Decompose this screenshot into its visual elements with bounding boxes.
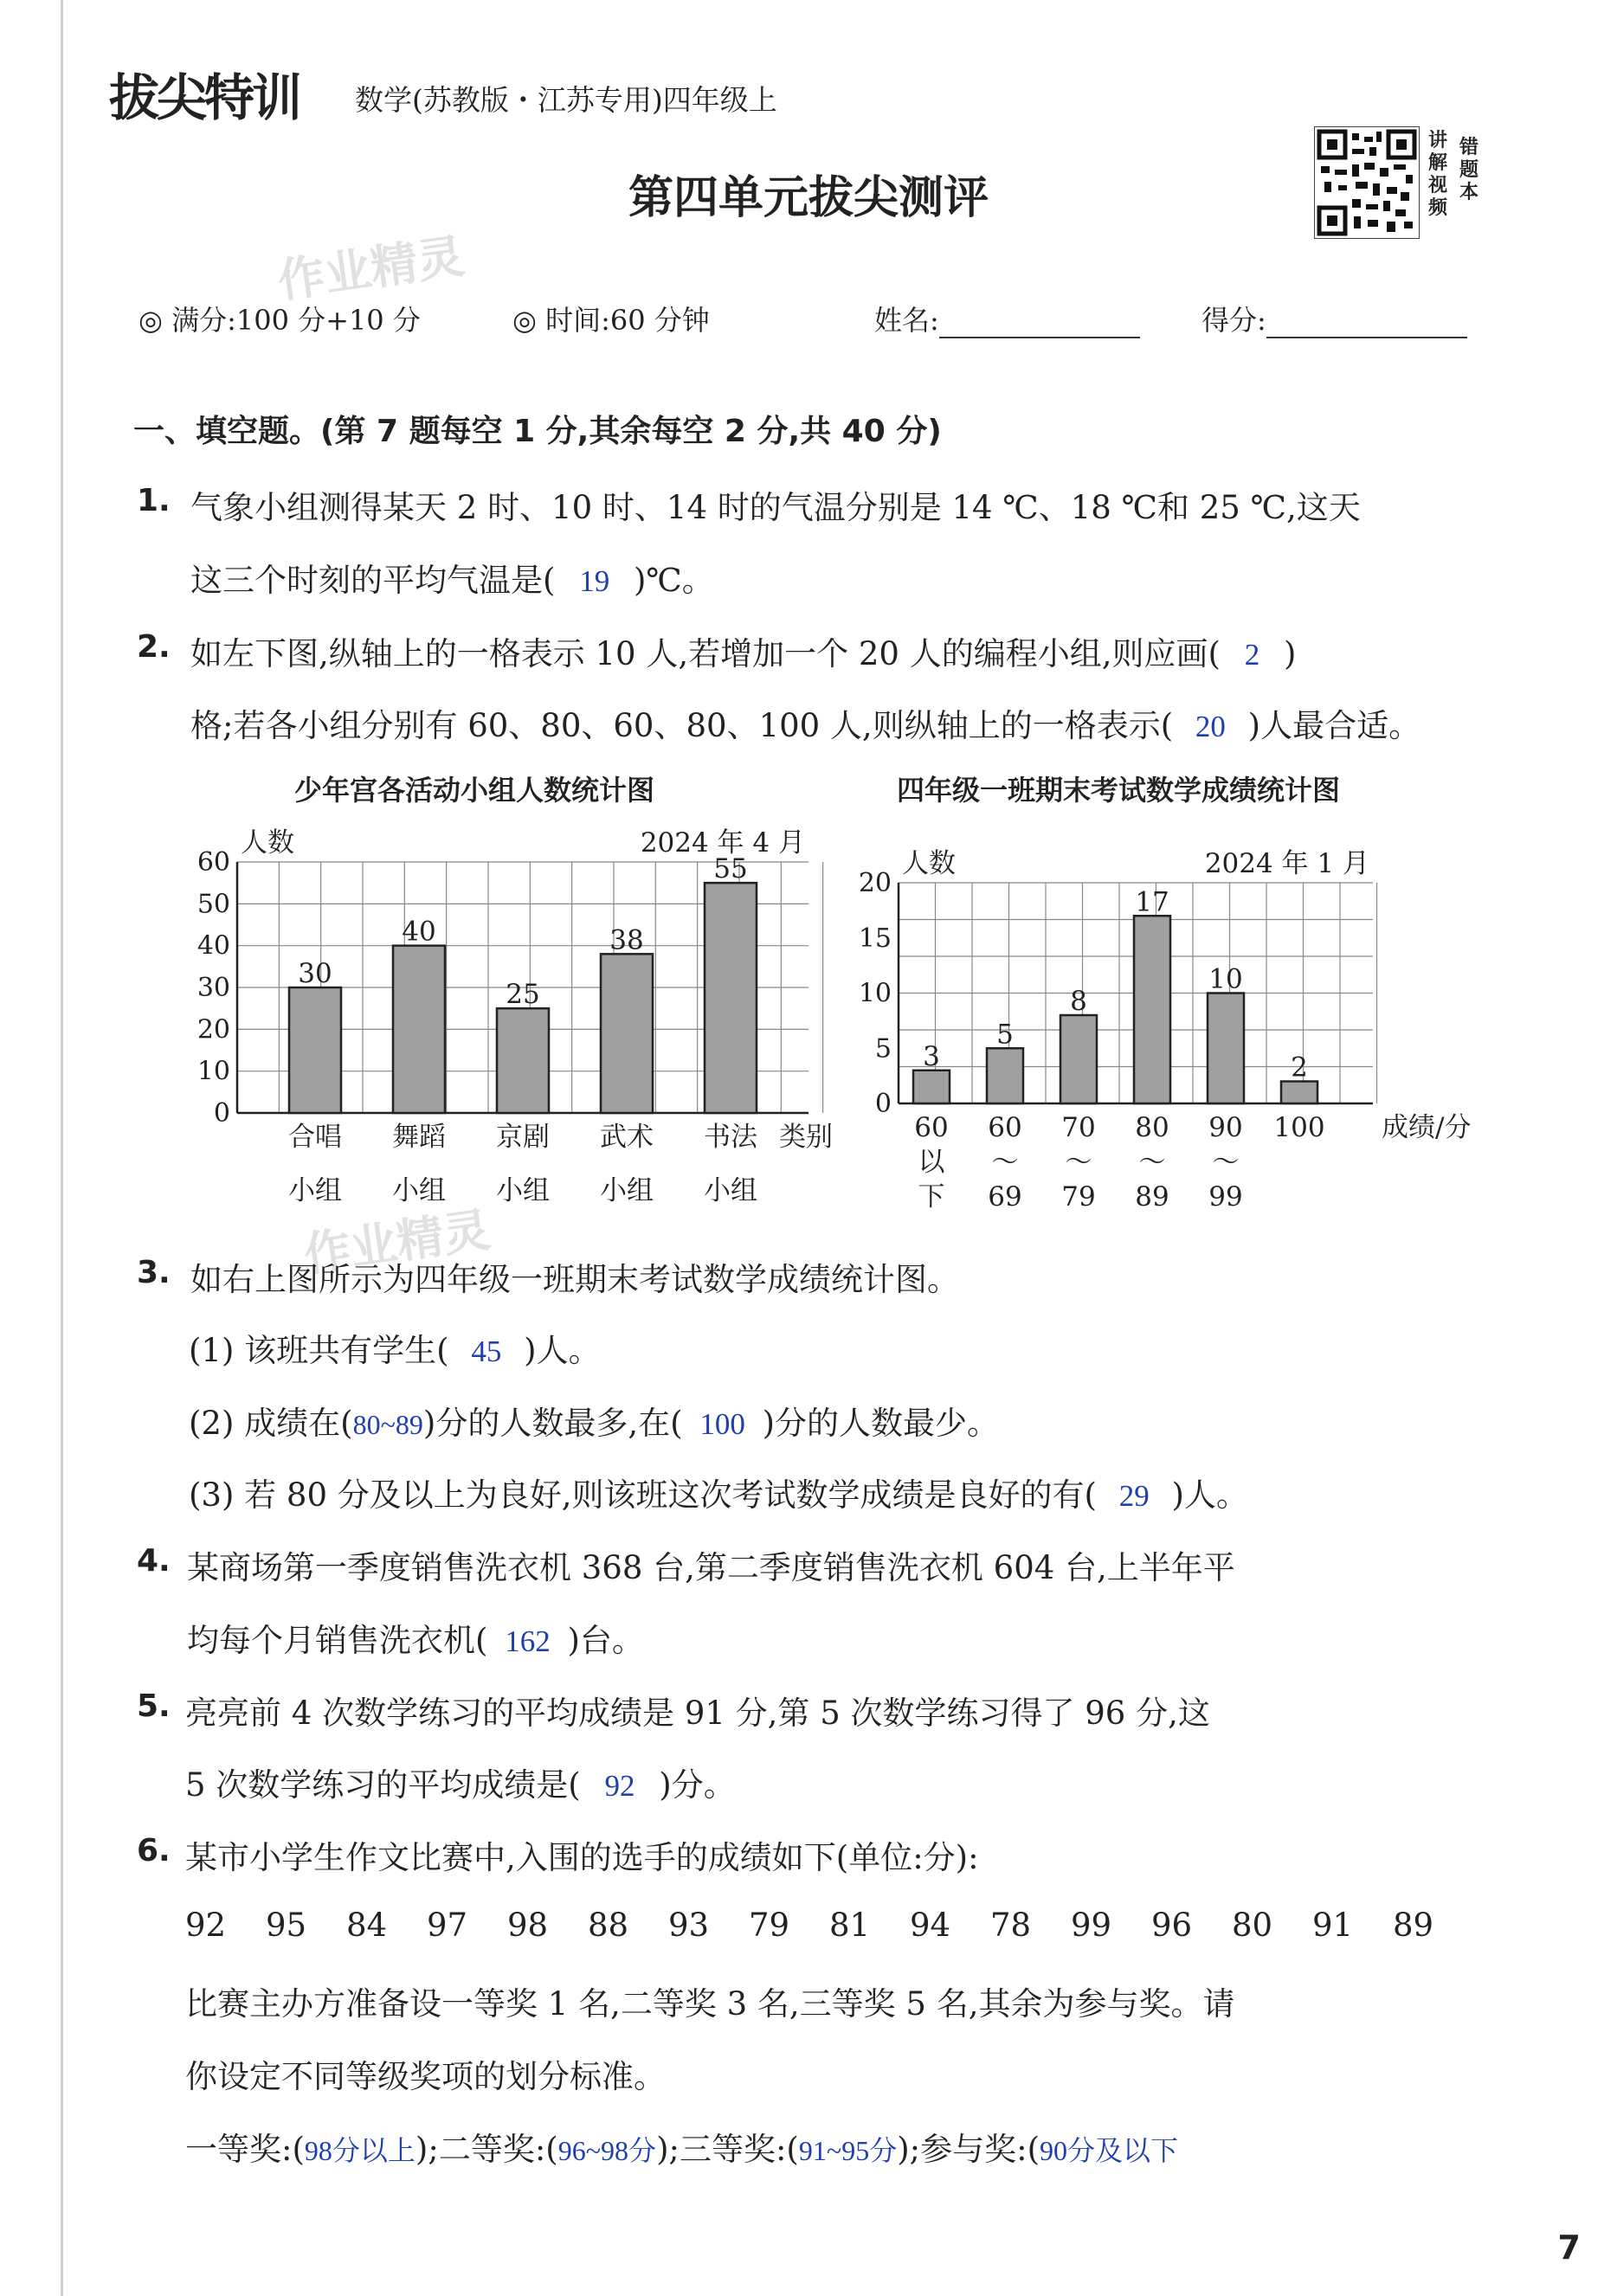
score-value: 89 — [1393, 1907, 1434, 1944]
q2-text: 如左下图,纵轴上的一格表示 10 人,若增加一个 20 人的编程小组,则应画( — [190, 635, 1221, 672]
q1-answer[interactable]: 19 — [579, 564, 610, 598]
q2-answer-2[interactable]: 20 — [1195, 710, 1226, 743]
page-title: 第四单元拔尖测评 — [628, 172, 989, 224]
x-tick-label: 小组 — [704, 1175, 757, 1206]
x-tick-label: ～ — [1138, 1147, 1166, 1178]
score-value: 96 — [1151, 1907, 1193, 1944]
question-number: 6. — [137, 1833, 171, 1868]
q2-line1 — [190, 627, 1296, 674]
y-axis-label: 人数 — [241, 827, 294, 859]
bar-value-label: 2 — [1291, 1052, 1308, 1084]
q3-answer-4[interactable]: 29 — [1118, 1479, 1150, 1513]
bar-value-label: 5 — [996, 1019, 1014, 1051]
q1-line1: 气象小组测得某天 2 时、10 时、14 时的气温分别是 14 ℃、18 ℃和 25 ℃,这天 — [190, 489, 1361, 526]
score-value: 94 — [910, 1907, 951, 1944]
x-tick-label: 60 — [914, 1112, 949, 1143]
x-tick-label: 小组 — [600, 1175, 654, 1206]
x-tick-label: 合唱 — [288, 1122, 342, 1153]
q4-text: 均每个月销售洗衣机( — [187, 1622, 488, 1659]
q6-answer-first[interactable]: 98分以上 — [304, 2135, 416, 2166]
q2-answer-1[interactable]: 2 — [1244, 638, 1260, 672]
q6-text: );三等奖:( — [656, 2131, 799, 2168]
watermark: 作业精灵 — [300, 1202, 493, 1283]
bar — [393, 946, 445, 1113]
score-value: 88 — [588, 1907, 629, 1944]
q6-scores — [185, 1907, 1473, 1944]
q3-answer-1[interactable]: 45 — [471, 1335, 502, 1368]
q2-line2 — [190, 699, 1421, 746]
q6-answer-second[interactable]: 96~98分 — [557, 2135, 657, 2166]
bar — [601, 954, 653, 1113]
x-tick-label: 书法 — [704, 1122, 757, 1153]
q1-line2 — [190, 554, 714, 601]
score-field[interactable] — [1201, 299, 1467, 338]
x-tick-label: 武术 — [600, 1122, 654, 1153]
score-value: 92 — [185, 1907, 227, 1944]
q5-line1: 亮亮前 4 次数学练习的平均成绩是 91 分,第 5 次数学练习得了 96 分,这 — [185, 1695, 1210, 1732]
q1-text: 这三个时刻的平均气温是( — [190, 562, 556, 599]
q3-text: (3) 若 80 分及以上为良好,则该班这次考试数学成绩是良好的有( — [189, 1476, 1097, 1514]
bar-value-label: 30 — [298, 958, 332, 989]
x-tick-label: 89 — [1135, 1181, 1169, 1212]
q4-line1: 某商场第一季度销售洗衣机 368 台,第二季度销售洗衣机 604 台,上半年平 — [187, 1549, 1235, 1586]
x-tick-label: 舞蹈 — [392, 1122, 446, 1153]
q5-answer[interactable]: 92 — [604, 1769, 635, 1803]
y-tick-label: 60 — [196, 847, 230, 878]
x-tick-label: 以 — [918, 1147, 945, 1178]
y-tick-label: 50 — [196, 889, 230, 920]
x-tick-label: 70 — [1061, 1112, 1096, 1143]
bar-value-label: 40 — [402, 916, 436, 948]
q3-text: )分的人数最多,在( — [422, 1405, 683, 1442]
book-subtitle: 数学(苏教版・江苏专用)四年级上 — [355, 83, 777, 117]
score-value: 78 — [990, 1907, 1032, 1944]
y-tick-label: 0 — [213, 1098, 230, 1129]
x-tick-label: 京剧 — [496, 1122, 550, 1153]
bar — [1134, 916, 1170, 1103]
q3-answer-2[interactable]: 80~89 — [352, 1409, 423, 1440]
q5-line2 — [185, 1759, 736, 1805]
x-tick-label: 小组 — [392, 1175, 446, 1206]
y-tick-label: 40 — [196, 930, 230, 961]
x-tick-label: 小组 — [496, 1175, 550, 1206]
q3-text: (2) 成绩在( — [189, 1405, 353, 1442]
x-tick-label: ～ — [991, 1147, 1019, 1178]
q2-text-end: )人最合适。 — [1247, 707, 1421, 744]
score-value: 80 — [1232, 1907, 1273, 1944]
q3-sub1 — [189, 1324, 601, 1371]
x-tick-label: 60 — [988, 1112, 1022, 1143]
q6-awards — [185, 2123, 1178, 2170]
x-tick-label: 100 — [1273, 1112, 1325, 1143]
bar — [497, 1008, 549, 1113]
q1-text-end: )℃。 — [633, 562, 714, 599]
y-tick-label: 20 — [858, 868, 892, 898]
score-value: 79 — [749, 1907, 790, 1944]
q6-line4: 你设定不同等级奖项的划分标准。 — [185, 2058, 666, 2095]
score-value: 97 — [427, 1907, 468, 1944]
question-number: 5. — [137, 1688, 171, 1724]
question-number: 1. — [137, 483, 171, 518]
q3-sub3 — [189, 1469, 1248, 1515]
question-number: 2. — [137, 629, 171, 665]
x-tick-label: 80 — [1135, 1112, 1169, 1143]
full-score: ◎ 满分:100 分+10 分 — [139, 304, 421, 337]
q3-text-end: )人。 — [1171, 1476, 1248, 1514]
bar — [289, 987, 341, 1113]
y-tick-label: 10 — [858, 978, 892, 1009]
chart-date: 2024 年 1 月 — [1204, 848, 1369, 879]
chart1 — [173, 814, 857, 1220]
bar — [987, 1048, 1023, 1103]
x-tick-label: 79 — [1061, 1181, 1096, 1212]
name-label: 姓名: — [874, 304, 939, 337]
exam-time: ◎ 时间:60 分钟 — [512, 304, 710, 337]
y-tick-label: 5 — [874, 1033, 892, 1064]
q6-line1: 某市小学生作文比赛中,入围的选手的成绩如下(单位:分): — [185, 1839, 979, 1876]
bar-value-label: 38 — [609, 924, 644, 956]
bar — [913, 1071, 950, 1103]
y-tick-label: 20 — [196, 1014, 230, 1045]
bar-value-label: 8 — [1070, 986, 1087, 1017]
chart1-title: 少年宫各活动小组人数统计图 — [294, 774, 655, 807]
chart2 — [848, 814, 1489, 1220]
q3-text-end: )分的人数最少。 — [762, 1405, 1000, 1442]
q3-text-end: )人。 — [524, 1332, 601, 1369]
score-value: 81 — [829, 1907, 871, 1944]
question-number: 4. — [137, 1543, 171, 1579]
q3-line1: 如右上图所示为四年级一班期末考试数学成绩统计图。 — [190, 1261, 959, 1298]
score-value: 95 — [266, 1907, 307, 1944]
qr-label-video: 讲解视频 — [1428, 130, 1448, 219]
x-tick-label: 90 — [1208, 1112, 1243, 1143]
q4-answer[interactable]: 162 — [505, 1624, 551, 1658]
q4-text-end: )台。 — [567, 1622, 644, 1659]
score-label: 得分: — [1201, 304, 1266, 337]
score-value: 91 — [1312, 1907, 1354, 1944]
chart2-title: 四年级一班期末考试数学成绩统计图 — [897, 774, 1341, 807]
bar-value-label: 3 — [923, 1040, 940, 1072]
q2-text: 格;若各小组分别有 60、80、60、80、100 人,则纵轴上的一格表示( — [190, 707, 1174, 744]
q6-text: 一等奖:( — [185, 2131, 305, 2168]
y-axis-label: 人数 — [902, 848, 956, 879]
page-margin-line — [61, 0, 63, 2296]
bar — [1060, 1015, 1097, 1103]
bar — [1281, 1082, 1317, 1104]
y-tick-label: 15 — [858, 923, 892, 954]
y-tick-label: 30 — [196, 973, 230, 1003]
page-number: 7 — [1557, 2228, 1581, 2267]
name-field[interactable] — [874, 299, 1140, 338]
q6-line3: 比赛主办方准备设一等奖 1 名,二等奖 3 名,三等奖 5 名,其余为参与奖。请 — [185, 1985, 1235, 2023]
q6-text: );参与奖:( — [897, 2131, 1040, 2168]
x-tick-label: 99 — [1208, 1181, 1243, 1212]
section-heading: 一、填空题。(第 7 题每空 1 分,其余每空 2 分,共 40 分) — [133, 414, 942, 449]
q3-sub2 — [189, 1397, 999, 1444]
x-tick-label: 下 — [918, 1181, 945, 1212]
q5-text: 5 次数学练习的平均成绩是( — [185, 1766, 581, 1804]
q6-answer-participation[interactable]: 90分及以下 — [1040, 2135, 1179, 2166]
q3-answer-3[interactable]: 100 — [699, 1407, 745, 1441]
bar-value-label: 25 — [506, 979, 540, 1011]
q6-text: );二等奖:( — [415, 2131, 558, 2168]
q2-text-end: ) — [1283, 635, 1297, 672]
x-tick-label: ～ — [1212, 1147, 1240, 1178]
bar — [705, 883, 757, 1113]
score-value: 98 — [507, 1907, 549, 1944]
bar-value-label: 17 — [1135, 886, 1169, 918]
score-value: 93 — [668, 1907, 710, 1944]
bar — [1208, 994, 1244, 1104]
bar-value-label: 55 — [713, 853, 748, 885]
q6-answer-third[interactable]: 91~95分 — [798, 2135, 898, 2166]
brand-logo: 拔尖特训 — [109, 68, 300, 127]
question-number: 3. — [137, 1255, 171, 1290]
chart-date: 2024 年 4 月 — [640, 827, 805, 859]
q5-text-end: )分。 — [659, 1766, 736, 1804]
y-tick-label: 0 — [874, 1089, 892, 1119]
q3-text: (1) 该班共有学生( — [189, 1332, 449, 1369]
x-tick-label: 小组 — [288, 1175, 342, 1206]
x-tick-label: ～ — [1065, 1147, 1092, 1178]
bar-value-label: 10 — [1208, 963, 1243, 995]
watermark: 作业精灵 — [274, 228, 467, 309]
score-value: 99 — [1071, 1907, 1112, 1944]
qr-label-errorbook: 错题本 — [1459, 137, 1479, 203]
q4-line2 — [187, 1614, 644, 1661]
x-axis-label: 成绩/分 — [1382, 1112, 1472, 1143]
y-tick-label: 10 — [196, 1056, 230, 1087]
score-value: 84 — [346, 1907, 388, 1944]
x-tick-label: 69 — [988, 1181, 1022, 1212]
x-axis-label: 类别 — [779, 1122, 833, 1153]
